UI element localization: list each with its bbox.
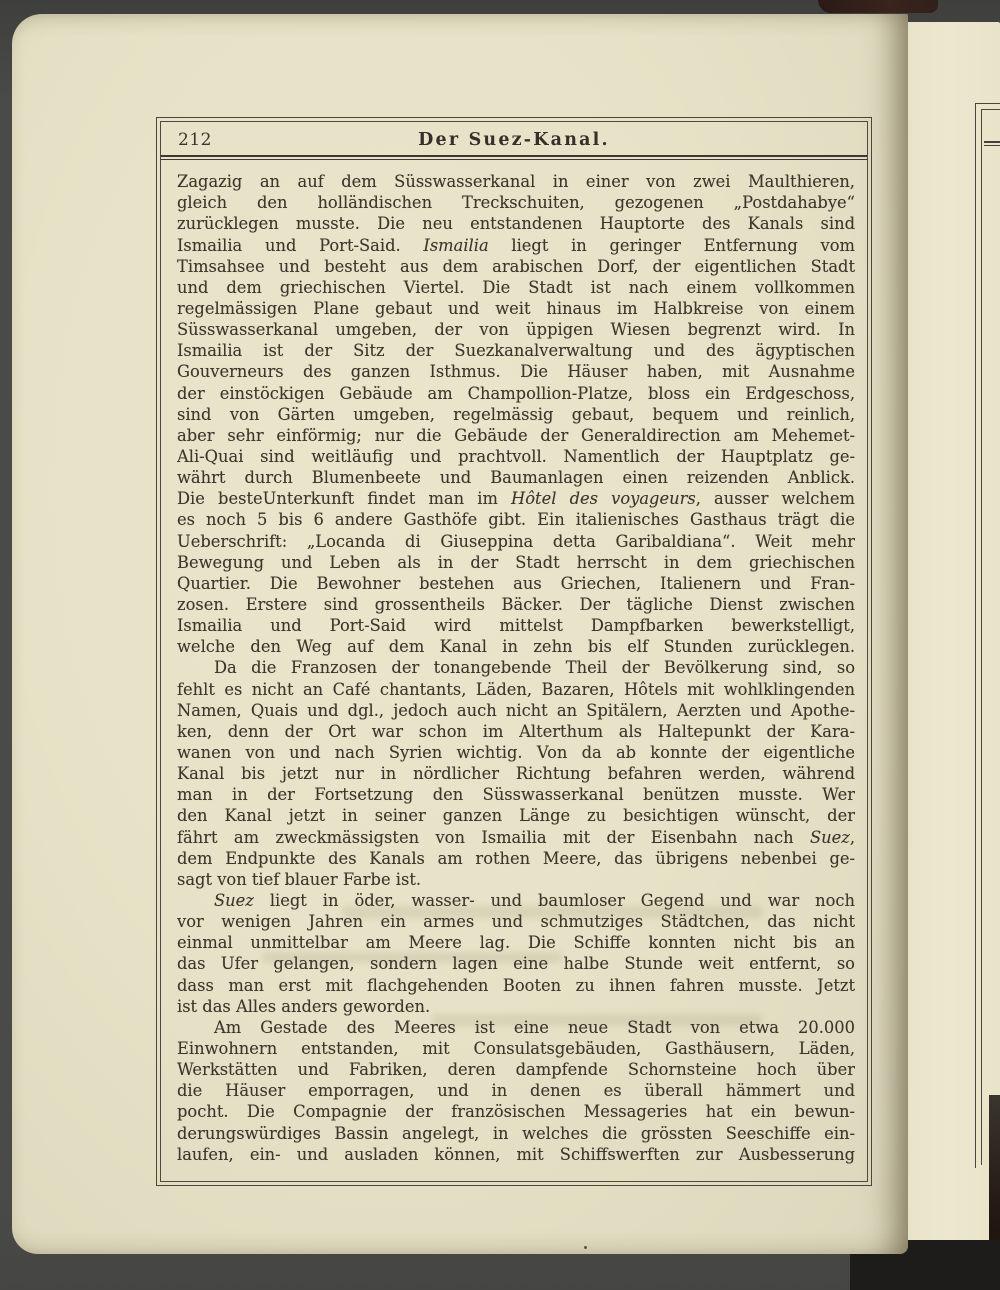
text-line: das Ufer gelangen, sondern lagen eine halbe Stunde weit entfernt, so (177, 954, 855, 974)
text-line: Da die Franzosen der tonangebende Theil der Bevölkerung sind, so (214, 658, 855, 678)
paper-speck (584, 1246, 587, 1249)
text-line: Ismailia und Port-Said. Ismailia liegt in geringer Entfernung vom (177, 235, 855, 255)
text-line: dass man erst mit flachgehenden Booten zu ihnen fahren musste. Jetzt (177, 975, 855, 995)
text-line: sagt von tief blauer Farbe ist. (177, 869, 422, 889)
text-line: laufen, ein- und ausladen können, mit Schiffswerften zur Ausbesserung (177, 1144, 855, 1164)
text-line: pocht. Die Compagnie der französischen Messageries hat ein bewun- (177, 1102, 855, 1122)
page-header (161, 122, 867, 155)
text-line: Suez liegt in öder, wasser- und baumloser Gegend und war noch (214, 890, 855, 910)
text-block (161, 160, 867, 1181)
text-line: Werkstätten und Fabriken, deren dampfende Schornsteine hoch über (177, 1060, 855, 1080)
text-line: aber sehr einförmig; nur die Gebäude der Generaldirection am Mehemet- (177, 425, 855, 445)
text-line: Bewegung und Leben als in der Stadt herrscht in dem griechischen (177, 552, 855, 572)
text-line: derungswürdiges Bassin angelegt, in welches die grössten Seeschiffe ein- (177, 1123, 855, 1143)
text-line: gleich den holländischen Treckschuiten, gezogenen „Postdahabye“ (177, 193, 855, 213)
page-frame (156, 117, 872, 1186)
text-line: fehlt es nicht an Café chantants, Läden, Bazaren, Hôtels mit wohlklingenden (177, 679, 855, 699)
text-line: man in der Fortsetzung den Süsswasserkanal benützen musste. Wer (177, 785, 855, 805)
text-line: Quartier. Die Bewohner bestehen aus Griechen, Italienern und Fran- (177, 573, 855, 593)
text-line: zurücklegen musste. Die neu entstandenen Hauptorte des Kanals sind (177, 214, 855, 234)
book-page (12, 14, 908, 1254)
text-line: welche den Weg auf dem Kanal in zehn bis elf Stunden zurücklegen. (177, 637, 855, 657)
text-line: vor wenigen Jahren ein armes und schmutziges Städtchen, das nicht (177, 912, 855, 932)
text-line: einmal unmittelbar am Meere lag. Die Schiffe konnten nicht bis an (177, 933, 855, 953)
binding-spine-top (818, 0, 938, 13)
text-line: Ismailia ist der Sitz der Suezkanalverwaltung und des ägyptischen (177, 341, 855, 361)
text-line: den Kanal jetzt in seiner ganzen Länge zu besichtigen wünscht, der (177, 806, 855, 826)
adjacent-page-frame-inner (981, 109, 1000, 1165)
text-line: Zagazig an auf dem Süsswasserkanal in einer von zwei Maulthieren, (177, 172, 855, 192)
text-line: wanen von und nach Syrien wichtig. Von da ab konnte der eigentliche (177, 742, 855, 762)
page-frame-inner (160, 121, 868, 1182)
text-line: der einstöckigen Gebäude am Champollion-Platze, bloss ein Erdgeschoss, (177, 383, 855, 403)
running-title: Der Suez-Kanal. (418, 130, 610, 150)
text-line: und dem griechischen Viertel. Die Stadt ist nach einem vollkommen (177, 277, 855, 297)
text-line: Gouverneurs des ganzen Isthmus. Die Häuser haben, mit Ausnahme (177, 362, 855, 382)
text-line: fährt am zweckmässigsten von Ismailia mit der Eisenbahn nach Suez, (177, 827, 855, 847)
text-line: dem Endpunkte des Kanals am rothen Meere, das übrigens nebenbei ge- (177, 848, 855, 868)
text-line: sind von Gärten umgeben, regelmässig gebaut, bequem und reinlich, (177, 404, 855, 424)
text-line: Die besteUnterkunft findet man im Hôtel des voyageurs, ausser welchem (177, 489, 855, 509)
text-line: zosen. Erstere sind grossentheils Bäcker. Der tägliche Dienst zwischen (177, 595, 855, 614)
text-line: es noch 5 bis 6 andere Gasthöfe gibt. Ein italienisches Gasthaus trägt die (177, 510, 855, 530)
text-line: Kanal bis jetzt nur in nördlicher Richtung befahren werden, während (177, 764, 855, 784)
text-line: Einwohnern entstanden, mit Consulatsgebäuden, Gasthäusern, Läden, (177, 1038, 855, 1058)
text-line: währt durch Blumenbeete und Baumanlagen einen reizenden Anblick. (177, 468, 855, 488)
text-line: die Häuser emporragen, und in denen es überall hämmert und (177, 1081, 855, 1101)
text-line: Ismailia und Port-Said wird mittelst Dampfbarken bewerkstelligt, (177, 616, 855, 636)
text-line: Ali-Quai sind weitläufig und prachtvoll. Namentlich der Hauptplatz ge- (177, 447, 855, 467)
text-line: Süsswasserkanal umgeben, der von üppigen Wiesen begrenzt wird. In (177, 320, 855, 340)
text-line: Timsahsee und besteht aus dem arabischen Dorf, der eigentlichen Stadt (177, 256, 855, 276)
text-line: regelmässigen Plane gebaut und weit hinaus im Halbkreise von einem (177, 299, 855, 319)
text-line: ken, denn der Ort war schon im Alterthum als Haltepunkt der Kara- (177, 721, 855, 741)
adjacent-page-header-rule (984, 141, 1000, 146)
page-number: 212 (178, 130, 212, 150)
text-line: Namen, Quais und dgl., jedoch auch nicht an Spitälern, Aerzten und Apothe- (177, 700, 855, 720)
text-line: Ueberschrift: „Locanda di Giuseppina detta Garibaldiana“. Weit mehr (177, 531, 855, 551)
text-line: Am Gestade des Meeres ist eine neue Stadt von etwa 20.000 (214, 1017, 855, 1037)
text-line: ist das Alles anders geworden. (177, 996, 431, 1016)
